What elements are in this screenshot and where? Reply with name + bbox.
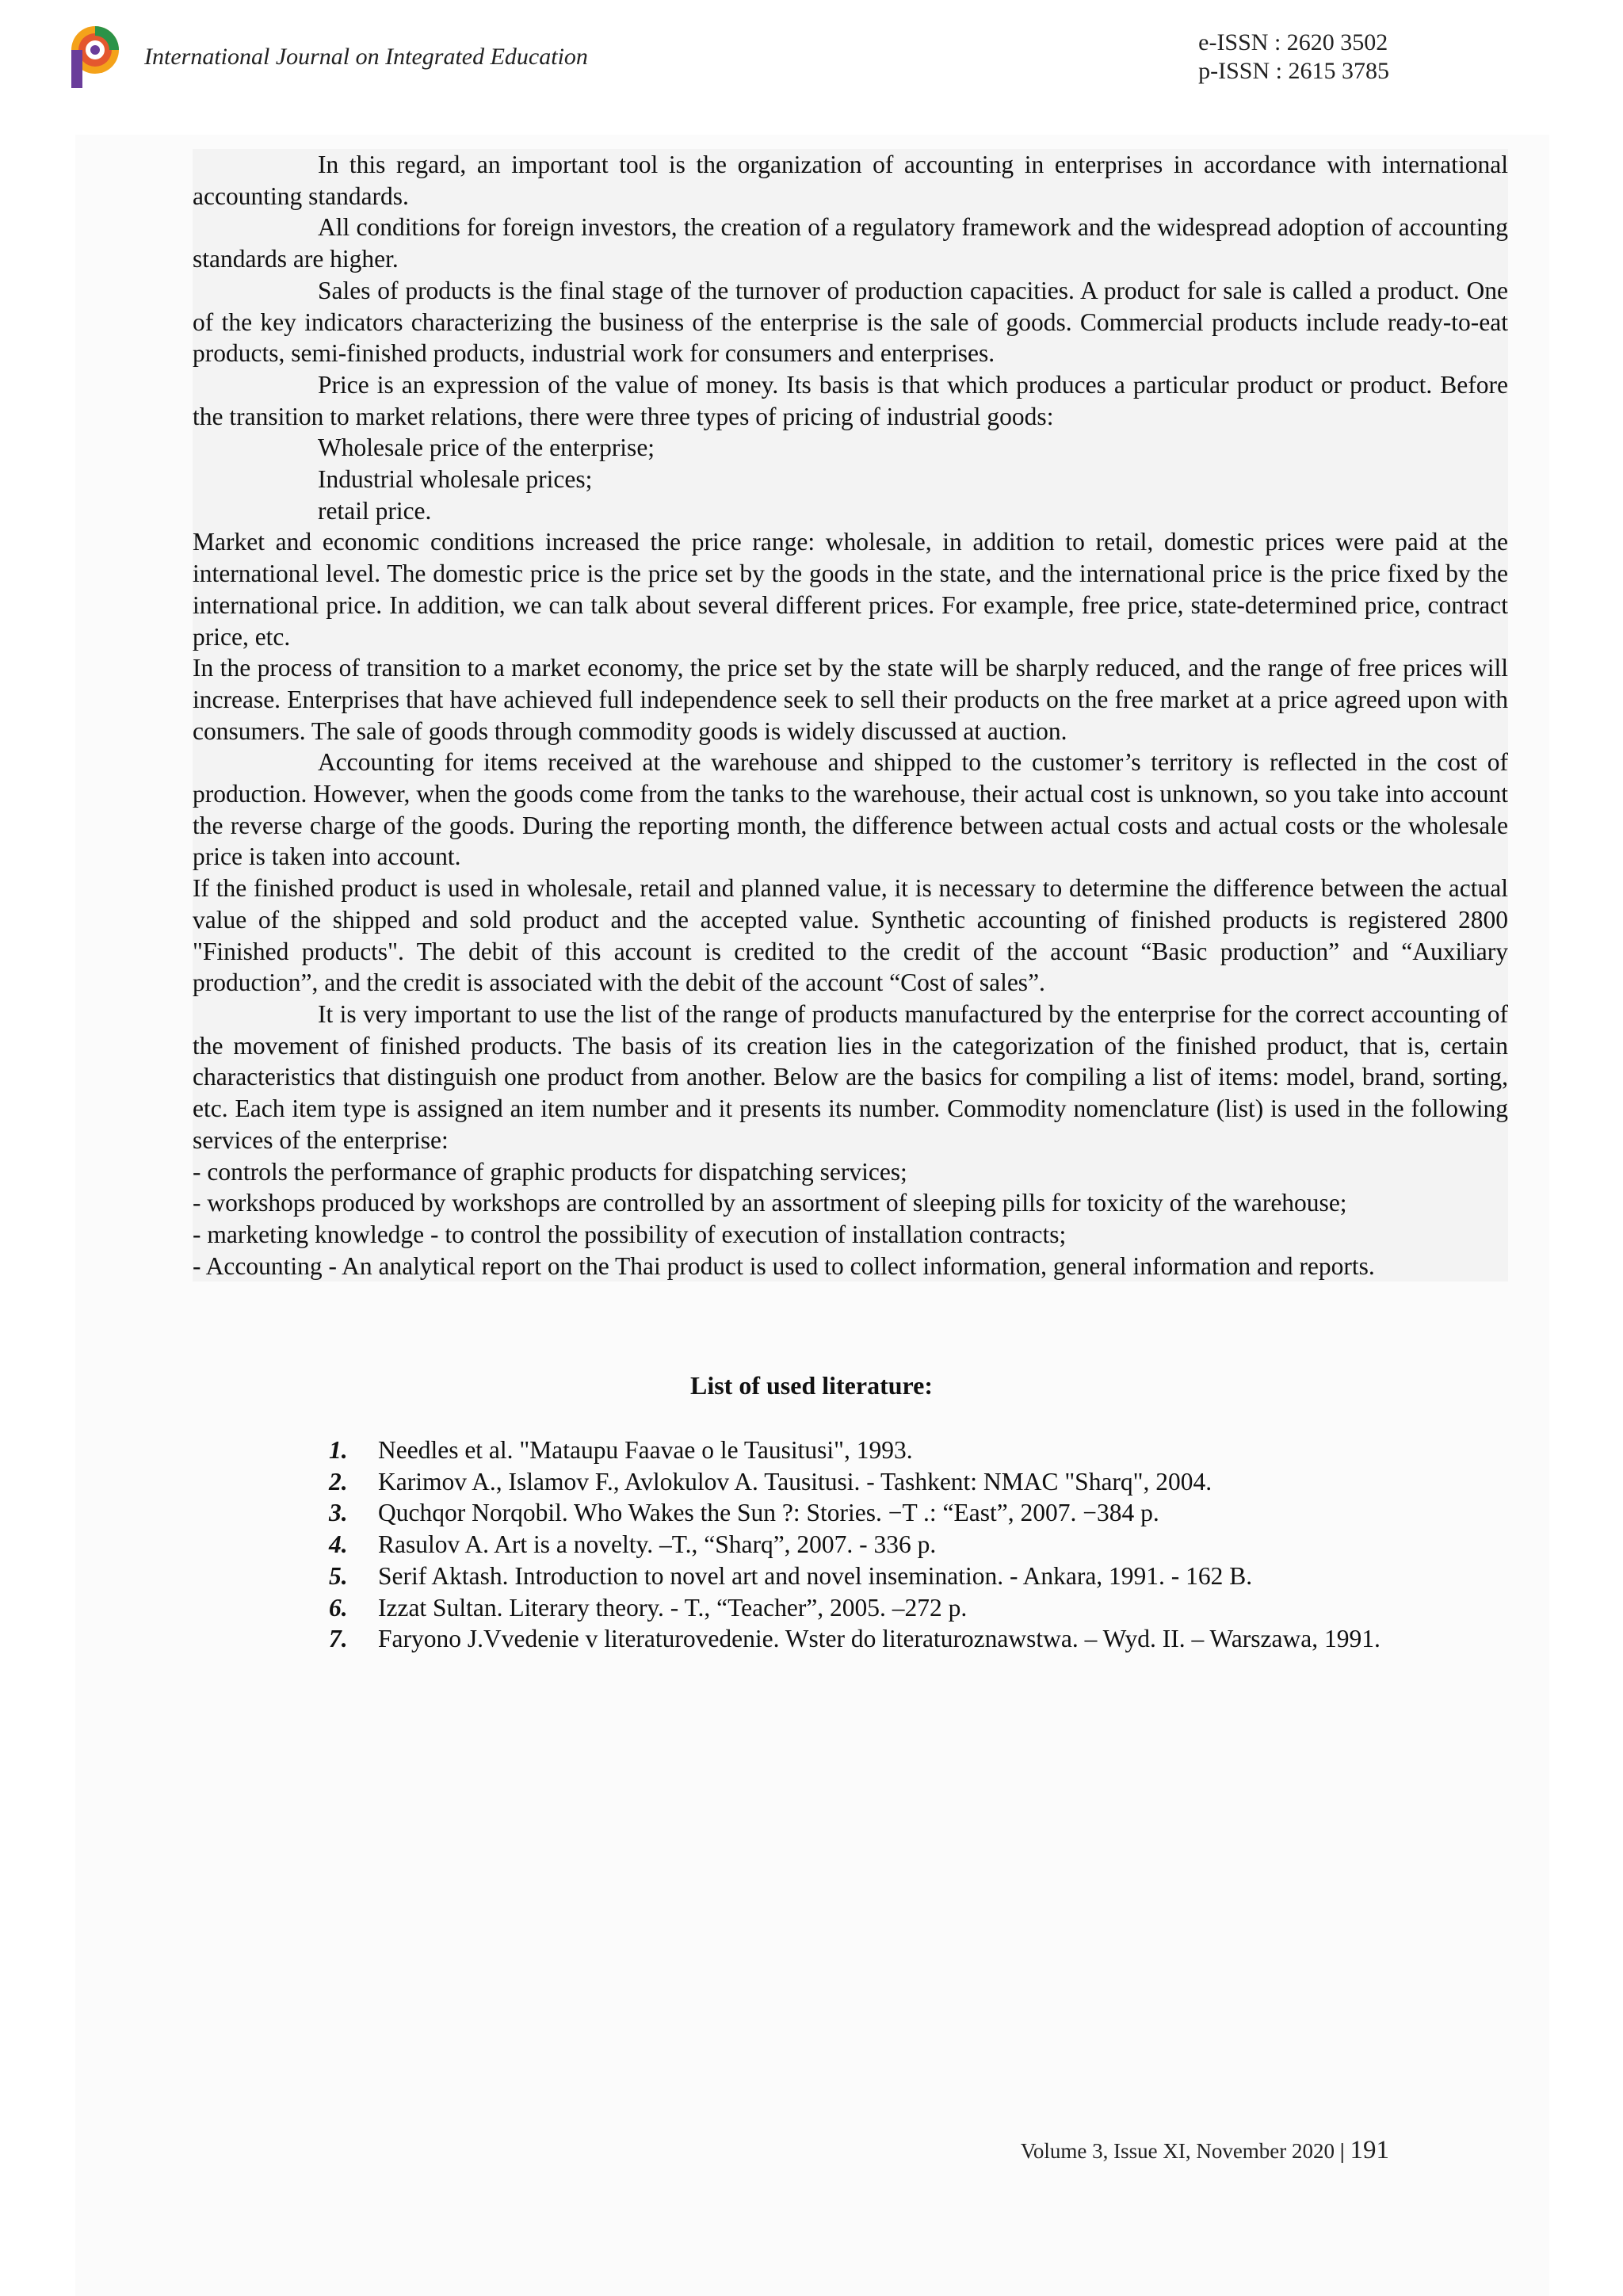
- body-paragraph: In the process of transition to a market economy, the price set by the state will be sharply reduced, and the range of free prices will increase. Enterprises that have achieved full independence seek to sell their products on the free market at a price agreed upon with consumers. The sale of goods through commodity goods is widely discussed at auction.: [193, 652, 1508, 747]
- volume-info: Volume 3, Issue XI, November 2020: [1020, 2139, 1335, 2163]
- literature-list: [329, 1435, 1381, 1655]
- body-paragraph: All conditions for foreign investors, the creation of a regulatory framework and the widespread adoption of accounting standards are higher.: [193, 212, 1508, 274]
- literature-item-text: Izzat Sultan. Literary theory. - T., “Teacher”, 2005. –272 p.: [378, 1593, 968, 1622]
- journal-title: International Journal on Integrated Education: [144, 44, 588, 70]
- body-paragraph: Sales of products is the final stage of the turnover of production capacities. A product for sale is called a product. One of the key indicators characterizing the business of the enterprise is the sale of goods. Commercial products include ready-to-eat products, semi-finished products, industrial work for consumers and enterprises.: [193, 275, 1508, 369]
- body-paragraph: Price is an expression of the value of money. Its basis is that which produces a particular product or product. Before the transition to market relations, there were three types of pricing of industrial goods:: [193, 369, 1508, 432]
- body-paragraph: Accounting for items received at the warehouse and shipped to the customer’s territory is reflected in the cost of production. However, when the goods come from the tanks to the warehouse, their actual cost is unknown, so you take into account the reverse charge of the goods. During the reporting month, the difference between actual costs and actual costs or the wholesale price is taken into account.: [193, 747, 1508, 873]
- literature-item-text: Faryono J.Vvedenie v literaturovedenie. Wster do literaturoznawstwa. – Wyd. II. – Warszawa, 1991.: [378, 1625, 1381, 1653]
- body-paragraph: - workshops produced by workshops are controlled by an assortment of sleeping pills for toxicity of the warehouse;: [193, 1187, 1508, 1219]
- literature-heading: List of used literature:: [689, 1371, 934, 1400]
- body-paragraph: - controls the performance of graphic products for dispatching services;: [193, 1156, 1508, 1188]
- body-paragraph: - marketing knowledge - to control the possibility of execution of installation contracts;: [193, 1219, 1508, 1251]
- literature-item: [329, 1592, 1381, 1624]
- body-paragraph: It is very important to use the list of the range of products manufactured by the enterprise for the correct accounting of the movement of finished products. The basis of its creation lies in the categorization of the finished product, that is, certain characteristics that distinguish one product from another. Below are the basics for compiling a list of items: model, brand, sorting, etc. Each item type is assigned an item number and it presents its number. Commodity nomenclature (list) is used in the following services of the enterprise:: [193, 999, 1508, 1156]
- body-paragraph: Wholesale price of the enterprise;: [193, 432, 1508, 464]
- page-footer: [1021, 2136, 1389, 2165]
- literature-item-text: Rasulov A. Art is a novelty. –T., “Sharq”, 2007. - 336 p.: [378, 1530, 937, 1559]
- literature-item: [329, 1561, 1381, 1592]
- literature-item: [329, 1435, 1381, 1466]
- literature-item: [329, 1497, 1381, 1529]
- body-text: [193, 149, 1508, 1282]
- literature-item: [329, 1466, 1381, 1498]
- literature-item-number: 7.: [329, 1625, 348, 1653]
- literature-item-number: 2.: [329, 1467, 348, 1496]
- literature-item-number: 4.: [329, 1530, 348, 1559]
- body-paragraph: In this regard, an important tool is the organization of accounting in enterprises in accordance with international accounting standards.: [193, 149, 1508, 212]
- literature-item: [329, 1623, 1381, 1655]
- literature-item-text: Needles et al. "Mataupu Faavae o le Tausitusi", 1993.: [378, 1436, 913, 1464]
- literature-item-number: 5.: [329, 1561, 348, 1590]
- literature-item-number: 1.: [329, 1436, 348, 1464]
- body-paragraph: - Accounting - An analytical report on the Thai product is used to collect information, general information and reports.: [193, 1251, 1508, 1282]
- page-number: 191: [1350, 2136, 1389, 2164]
- p-issn: p-ISSN : 2615 3785: [1198, 58, 1389, 84]
- literature-item-text: Karimov A., Islamov F., Avlokulov A. Tausitusi. - Tashkent: NMAC "Sharq", 2004.: [378, 1467, 1212, 1496]
- literature-item-number: 6.: [329, 1593, 348, 1622]
- literature-item-text: Quchqor Norqobil. Who Wakes the Sun ?: Stories. −T .: “East”, 2007. −384 p.: [378, 1499, 1159, 1527]
- issn-block: [1198, 29, 1389, 86]
- literature-item-text: Serif Aktash. Introduction to novel art and novel insemination. - Ankara, 1991. - 162 B.: [378, 1561, 1253, 1590]
- literature-item-number: 3.: [329, 1499, 348, 1527]
- journal-logo-icon: [63, 20, 127, 91]
- e-issn: e-ISSN : 2620 3502: [1198, 29, 1388, 55]
- footer-separator: |: [1339, 2139, 1345, 2163]
- body-paragraph: retail price.: [193, 495, 1508, 527]
- body-paragraph: Market and economic conditions increased the price range: wholesale, in addition to retail, domestic prices were paid at the international level. The domestic price is the price set by the goods in the state, and the international price is the price fixed by the international price. In addition, we can talk about several different prices. For example, free price, state-determined price, contract price, etc.: [193, 526, 1508, 652]
- literature-item: [329, 1529, 1381, 1561]
- body-paragraph: Industrial wholesale prices;: [193, 464, 1508, 495]
- body-paragraph: If the finished product is used in wholesale, retail and planned value, it is necessary to determine the difference between the actual value of the shipped and sold product and the accepted value. Synthetic accounting of finished products is registered 2800 "Finished products". The debit of this account is credited to the credit of the account “Basic production” and “Auxiliary production”, and the credit is associated with the debit of the account “Cost of sales”.: [193, 873, 1508, 999]
